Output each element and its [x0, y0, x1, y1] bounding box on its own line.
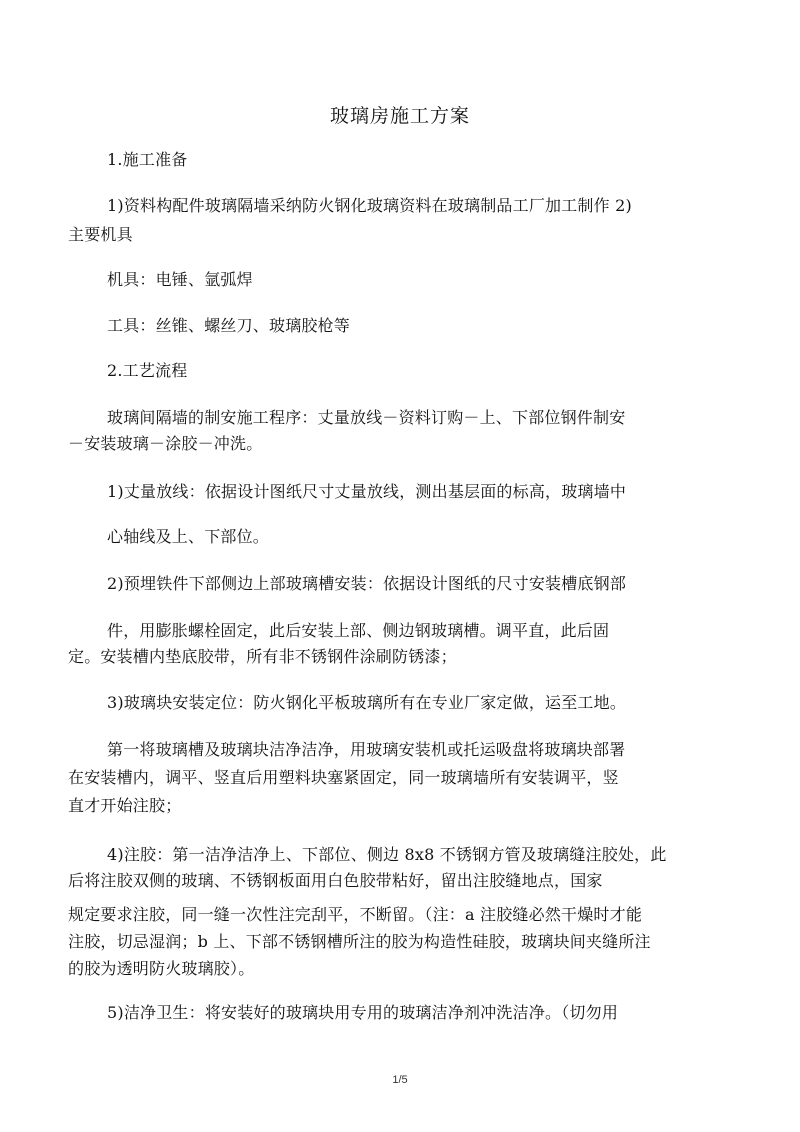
paragraph-line: 第一将玻璃槽及玻璃块洁净洁净，用玻璃安装机或托运吸盘将玻璃块部署	[107, 740, 626, 759]
page-number: 1/5	[392, 1074, 408, 1086]
paragraph-line: －安装玻璃－涂胶－冲洗。	[68, 434, 263, 453]
paragraph-line: 在安装槽内，调平、竖直后用塑料块塞紧固定，同一玻璃墙所有安装调平，竖	[68, 768, 619, 787]
paragraph-line: 玻璃间隔墙的制安施工程序：丈量放线－资料订购－上、下部位钢件制安	[107, 408, 626, 427]
section-heading-process: 2.工艺流程	[107, 361, 188, 380]
paragraph-line: 直才开始注胶；	[68, 796, 182, 815]
section-heading-preparation: 1.施工准备	[107, 150, 188, 169]
paragraph-line: 的胶为透明防火玻璃胶）。	[68, 959, 255, 978]
paragraph-line: 4)注胶：第一洁净洁净上、下部位、侧边 8x8 不锈钢方管及玻璃缝注胶处，此	[107, 845, 667, 864]
paragraph-line: 定。安装槽内垫底胶带，所有非不锈钢件涂刷防锈漆；	[68, 647, 457, 666]
paragraph-line: 1)丈量放线：依据设计图纸尺寸丈量放线，测出基层面的标高，玻璃墙中	[107, 482, 627, 501]
paragraph-line: 机具：电锤、氩弧焊	[107, 270, 253, 289]
paragraph-line: 工具：丝锥、螺丝刀、玻璃胶枪等	[107, 316, 351, 335]
paragraph-line: 3)玻璃块安装定位：防火钢化平板玻璃所有在专业厂家定做，运至工地。	[107, 693, 627, 712]
paragraph-line: 1)资料构配件玻璃隔墙采纳防火钢化玻璃资料在玻璃制品工厂加工制作 2)	[107, 196, 632, 215]
paragraph-line: 5)洁净卫生：将安装好的玻璃块用专用的玻璃洁净剂冲洗洁净。（切勿用	[107, 1003, 619, 1022]
paragraph-line: 主要机具	[68, 225, 133, 244]
document-title: 玻璃房施工方案	[329, 105, 470, 127]
paragraph-line: 后将注胶双侧的玻璃、不锈钢板面用白色胶带粘好，留出注胶缝地点，国家	[68, 871, 603, 890]
paragraph-line: 心轴线及上、下部位。	[107, 527, 270, 546]
paragraph-line: 件，用膨胀螺栓固定，此后安装上部、侧边钢玻璃槽。调平直，此后固	[107, 621, 610, 640]
paragraph-line: 2)预埋铁件下部侧边上部玻璃槽安装：依据设计图纸的尺寸安装槽底钢部	[107, 574, 627, 593]
paragraph-line: 规定要求注胶，同一缝一次性注完刮平，不断留。（注：a 注胶缝必然干燥时才能	[68, 905, 643, 924]
paragraph-line: 注胶，切忌湿润；b 上、下部不锈钢槽所注的胶为构造性硅胶，玻璃块间夹缝所注	[68, 932, 651, 951]
